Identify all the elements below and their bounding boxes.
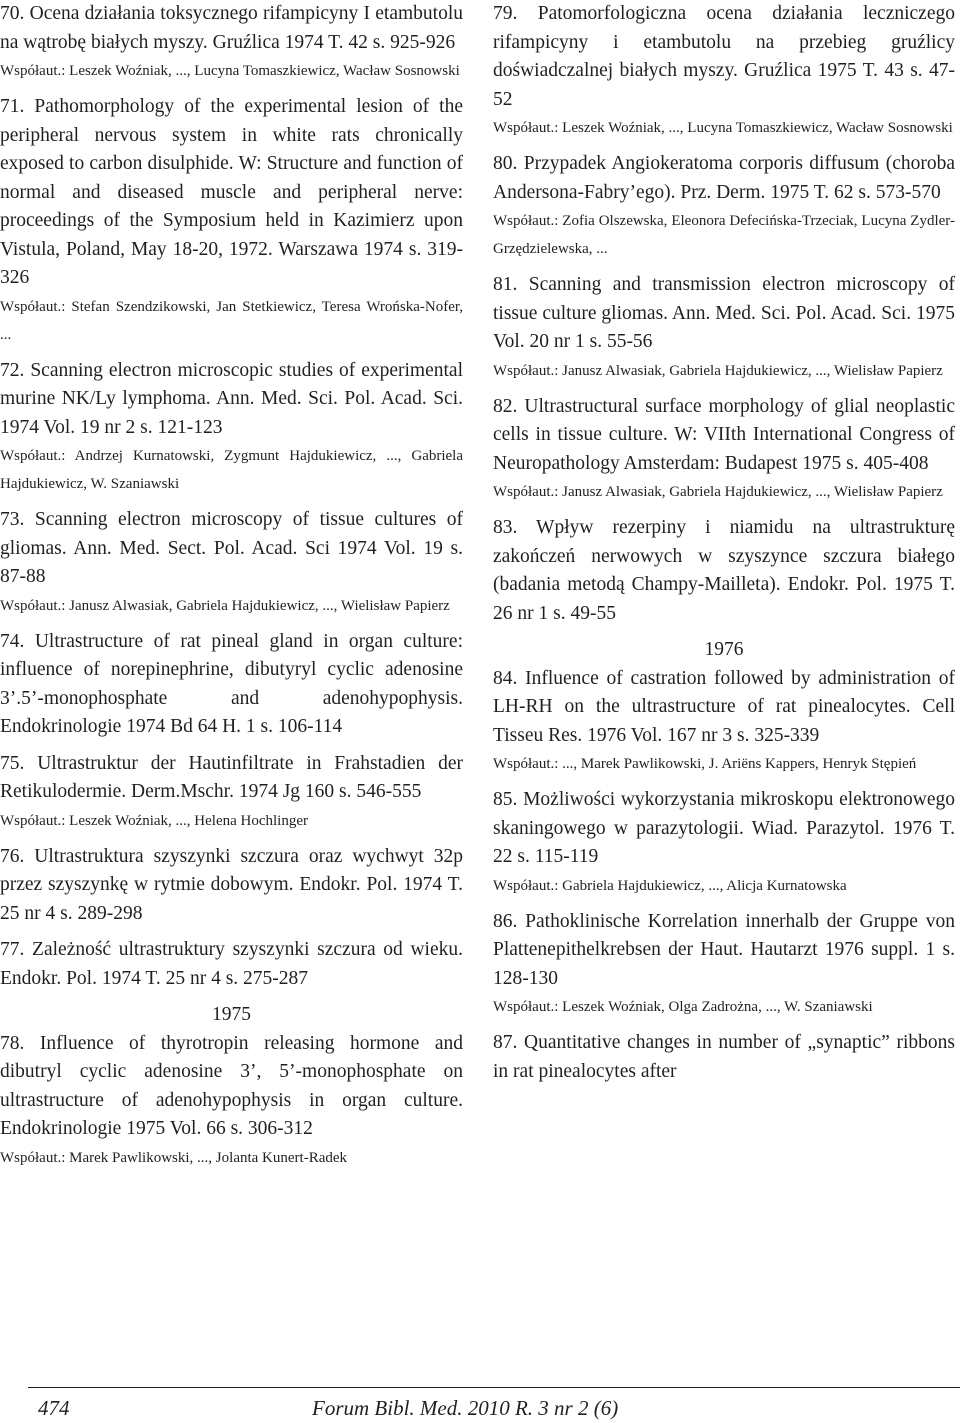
entry-text: 81. Scanning and transmission electron microscopy of tissue culture gliomas. Ann. Med. Sci. Pol. Acad. Sci. 1975 Vol. 20 nr 1 s. 55-56 — [493, 274, 955, 352]
entry-text: 86. Pathoklinische Korrelation innerhalb der Gruppe von Plattenepithelkrebsen der Haut. Hautarzt 1976 suppl. 1 s. 128-130 — [493, 910, 955, 989]
entry-text: 74. Ultrastructure of rat pineal gland in organ culture: influence of norepinephrine, dibutyryl cyclic adenosine 3’.5’-monophosphate and adenohypophysis. Endokrinologie 1974 Bd 64 H. 1 s. 106-114 — [0, 630, 463, 737]
bibliography-entry — [0, 0, 463, 93]
entry-coauthors: Współaut.: Andrzej Kurnatowski, Zygmunt Hajdukiewicz, ..., Gabriela Hajdukiewicz, W. Szaniawski — [0, 448, 463, 492]
entry-text: 79. Patomorfologiczna ocena działania leczniczego rifampicyny i etambutolu na przebieg gruźlicy doświadczalnej białych myszy. Gruźlica 1975 T. 43 s. 47-52 — [493, 3, 955, 110]
entry-coauthors: Współaut.: Gabriela Hajdukiewicz, ..., Alicja Kurnatowska — [493, 877, 847, 894]
footer-page-number: 474 — [38, 1396, 70, 1420]
entry-text: 85. Możliwości wykorzystania mikroskopu elektronowego skaningowego w parazytologii. Wiad. Parazytol. 1976 T. 22 s. 115-119 — [493, 789, 955, 867]
entry-text: 80. Przypadek Angiokeratoma corporis diffusum (choroba Andersona-Fabry’ego). Prz. Derm. 1975 T. 62 s. 573-570 — [493, 153, 955, 203]
entry-text: 72. Scanning electron microscopic studies of experimental murine NK/Ly lymphoma. Ann. Med. Sci. Pol. Acad. Sci. 1974 Vol. 19 nr 2 s. 121-123 — [0, 359, 463, 438]
bibliography-entry — [493, 150, 955, 271]
entry-coauthors: Współaut.: Leszek Woźniak, ..., Lucyna Tomaszkiewicz, Wacław Sosnowski — [0, 63, 460, 79]
entry-text: 76. Ultrastruktura szyszynki szczura oraz wychwyt 32p przez szyszynkę w rytmie dobowym. Endokr. Pol. 1974 T. 25 nr 4 s. 289-298 — [0, 845, 463, 924]
entry-text: 84. Influence of castration followed by administration of LH-RH on the ultrastructure of rat pinealocytes. Cell Tisseu Res. 1976 Vol. 167 nr 3 s. 325-339 — [493, 667, 955, 746]
right-entries-after — [493, 665, 955, 1095]
bibliography-entry — [493, 393, 955, 515]
entry-coauthors: Współaut.: ..., Marek Pawlikowski, J. Ariëns Kappers, Henryk Stępień — [493, 756, 917, 772]
entry-coauthors: Współaut.: Stefan Szendzikowski, Jan Stetkiewicz, Teresa Wrońska-Nofer, ... — [0, 298, 463, 343]
entry-coauthors: Współaut.: Leszek Woźniak, Olga Zadrożna, ..., W. Szaniawski — [493, 999, 873, 1015]
bibliography-entry — [0, 93, 463, 357]
bibliography-entry — [493, 0, 955, 150]
entry-text: 73. Scanning electron microscopy of tissue cultures of gliomas. Ann. Med. Sect. Pol. Acad. Sci 1974 Vol. 19 s. 87-88 — [0, 509, 463, 587]
bibliography-entry — [493, 514, 955, 636]
bibliography-entry — [493, 1029, 955, 1094]
entry-coauthors: Współaut.: Leszek Woźniak, ..., Helena Hochlinger — [0, 812, 308, 829]
bibliography-entry — [0, 357, 463, 507]
bibliography-entry — [0, 843, 463, 937]
bibliography-entry — [0, 628, 463, 750]
entry-text: 82. Ultrastructural surface morphology of glial neoplastic cells in tissue culture. W: VIIth International Congress of Neuropathology Amsterdam: Budapest 1975 s. 405-408 — [493, 395, 955, 474]
entry-text: 87. Quantitative changes in number of „synaptic” ribbons in rat pinealocytes after — [493, 1032, 955, 1082]
bibliography-entry — [0, 750, 463, 843]
entry-text: 77. Zależność ultrastruktury szyszynki szczura od wieku. Endokr. Pol. 1974 T. 25 nr 4 s. 275-287 — [0, 939, 463, 989]
bibliography-entry — [493, 786, 955, 908]
bibliography-entry — [0, 1030, 463, 1180]
footer-divider — [28, 1387, 960, 1388]
footer-journal-citation: Forum Bibl. Med. 2010 R. 3 nr 2 (6) — [312, 1396, 619, 1420]
entry-text: 83. Wpływ rezerpiny i niamidu na ultrastrukturę zakończeń nerwowych w szyszynce szczura białego (badania metodą Champy-Mailleta). Endokr. Pol. 1975 T. 26 nr 1 s. 49-55 — [493, 517, 955, 624]
year-heading-left: 1975 — [212, 1004, 251, 1025]
entry-text: 78. Influence of thyrotropin releasing hormone and dibutryl cyclic adenosine 3’, 5’-monophosphate on ultrastructure of adenohypophysis in organ culture. Endokrinologie 1975 Vol. 66 s. 306-312 — [0, 1032, 463, 1139]
entry-text: 75. Ultrastruktur der Hautinfiltrate in Frahstadien der Retikulodermie. Derm.Mschr. 1974 Jg 160 s. 546-555 — [0, 752, 463, 802]
entry-coauthors: Współaut.: Janusz Alwasiak, Gabriela Hajdukiewicz, ..., Wielisław Papierz — [0, 597, 450, 614]
entry-coauthors: Współaut.: Marek Pawlikowski, ..., Jolanta Kunert-Radek — [0, 1149, 348, 1166]
bibliography-entry — [0, 936, 463, 1001]
entry-coauthors: Współaut.: Janusz Alwasiak, Gabriela Hajdukiewicz, ..., Wielisław Papierz — [493, 362, 943, 379]
entry-text: 70. Ocena działania toksycznego rifampicyny I etambutolu na wątrobę białych myszy. Gruźlica 1974 T. 42 s. 925-926 — [0, 3, 463, 53]
entry-coauthors: Współaut.: Zofia Olszewska, Eleonora Defecińska-Trzeciak, Lucyna Zydler-Grzędzielewska, ... — [493, 213, 955, 257]
right-column — [493, 0, 955, 1094]
left-column — [0, 0, 463, 1180]
bibliography-entry — [0, 506, 463, 628]
entry-text: 71. Pathomorphology of the experimental lesion of the peripheral nervous system in white rats chronically exposed to carbon disulphide. W: Structure and function of normal and diseased muscle and peripheral nerve: proceedings of the Symposium held in Kazimierz upon Vistula, Poland, May 18-20, 1972. Warszawa 1974 s. 319-326 — [0, 96, 463, 288]
bibliography-entry — [493, 665, 955, 787]
left-entries-after — [0, 1030, 463, 1180]
year-heading-right: 1976 — [704, 639, 744, 660]
left-entries — [0, 0, 463, 1001]
entry-coauthors: Współaut.: Janusz Alwasiak, Gabriela Hajdukiewicz, ..., Wielisław Papierz — [493, 484, 943, 500]
bibliography-entry — [493, 908, 955, 1030]
entry-coauthors: Współaut.: Leszek Woźniak, ..., Lucyna Tomaszkiewicz, Wacław Sosnowski — [493, 120, 953, 136]
bibliography-entry — [493, 271, 955, 393]
right-entries — [493, 0, 955, 636]
